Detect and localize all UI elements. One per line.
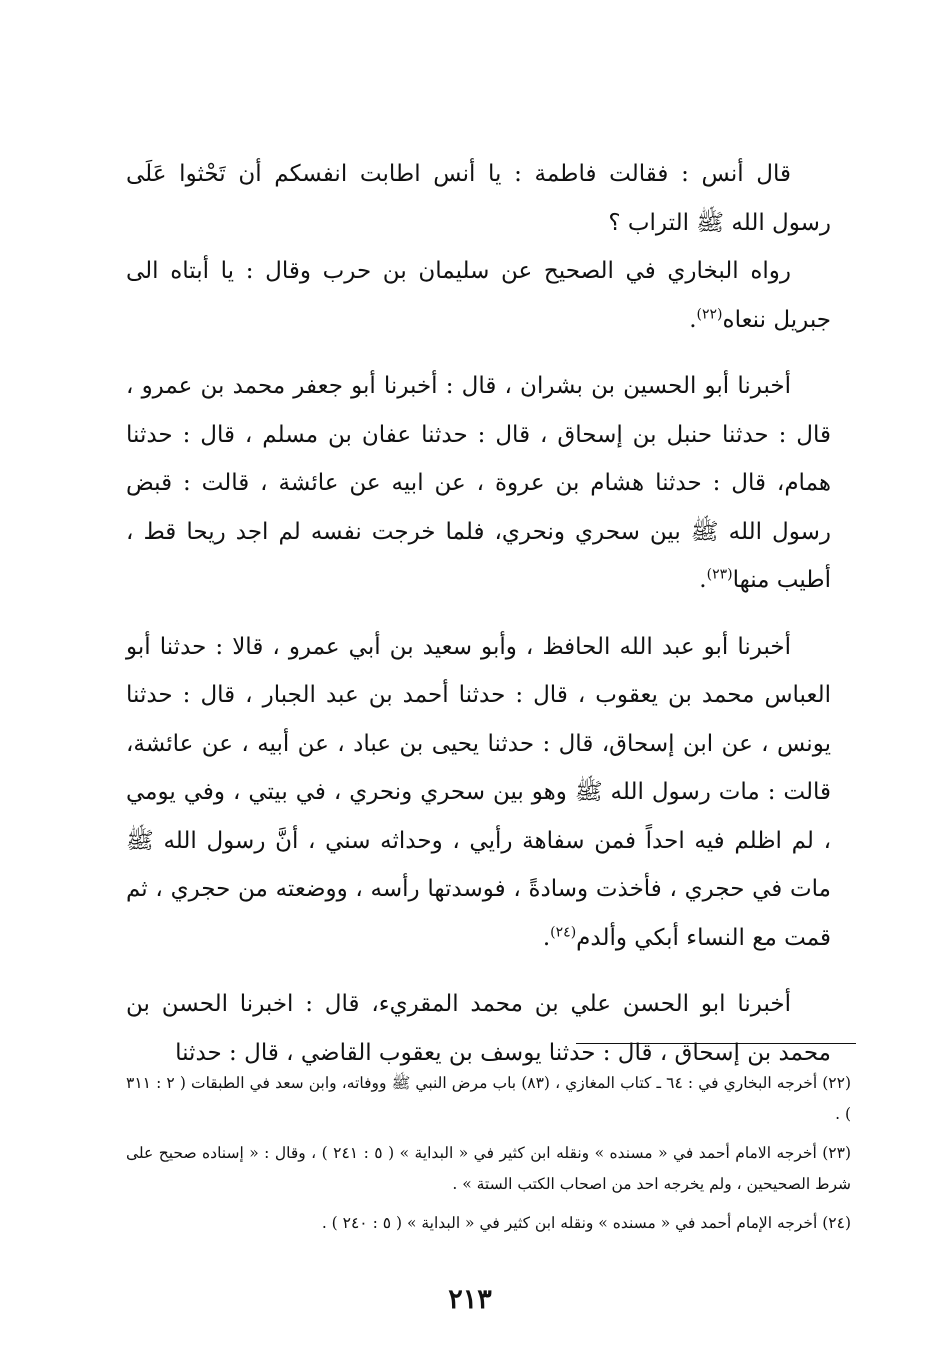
footnotes bbox=[126, 1068, 851, 1247]
paragraph-4 bbox=[126, 623, 831, 963]
paragraph-3 bbox=[126, 362, 831, 605]
paragraph-text: قال أنس : فقالت فاطمة : يا أنس اطابت انفسكم أن تَحْثوا عَلَى رسول الله ﷺ التراب ؟ bbox=[126, 161, 831, 236]
footnote-ref-24[interactable]: (٢٤) bbox=[550, 923, 577, 940]
paragraph-1 bbox=[126, 150, 831, 247]
main-text bbox=[126, 150, 831, 1077]
footnote-ref-23[interactable]: (٢٣) bbox=[706, 566, 733, 583]
paragraph-text: أخبرنا أبو عبد الله الحافظ ، وأبو سعيد بن أبي عمرو ، قالا : حدثنا أبو العباس محمد بن يعقوب ، قال : حدثنا أحمد بن عبد الجبار ، قال : حدثنا يونس ، عن ابن إسحاق، قال : حدثنا يحيى بن عباد ، عن أبيه ، عن عائشة، قالت : مات رسول الله ﷺ وهو بين سحري ونحري ، في بيتي ، وفي يومي ، لم اظلم فيه احداً فمن سفاهة رأيي ، وحداثه سني ، أنَّ رسول الله ﷺ مات في حجري ، فأخذت وسادةً ، فوسدتها رأسه ، ووضعته من حجري ، ثم قمت مع النساء أبكي وألدم bbox=[126, 633, 831, 951]
paragraph-text: أخبرنا أبو الحسين بن بشران ، قال : أخبرنا أبو جعفر محمد بن عمرو ، قال : حدثنا حنبل بن إسحاق ، قال : حدثنا عفان بن مسلم ، قال : حدثنا همام، قال : حدثنا هشام بن عروة ، عن ابيه عن عائشة ، قالت : قبض رسول الله ﷺ بين سحري ونحري، فلما خرجت نفسه لم اجد ريحا قط ، أطيب منها bbox=[126, 373, 831, 593]
paragraph-text: أخبرنا ابو الحسن علي بن محمد المقريء، قال : اخبرنا الحسن بن محمد بن إسحاق ، قال : حدثنا يوسف بن يعقوب القاضي ، قال : حدثنا bbox=[126, 991, 831, 1066]
paragraph-tail: . bbox=[542, 924, 551, 951]
paragraph-tail: . bbox=[699, 567, 707, 593]
paragraph-tail: . bbox=[689, 306, 697, 333]
paragraph-5 bbox=[126, 980, 831, 1077]
footnote-ref-22[interactable]: (٢٢) bbox=[696, 305, 723, 322]
footnote-23: (٢٣) أخرجه الامام أحمد في « مسنده » ونقله ابن كثير في « البداية » ( ٥ : ٢٤١ ) ، وقال : « إسناده صحيح على شرط الصحيحين ، ولم يخرجه احد من اصحاب الكتب الستة » . bbox=[126, 1144, 852, 1193]
page-number: ٢١٣ bbox=[448, 1284, 492, 1315]
paragraph-2 bbox=[126, 247, 831, 344]
footnote-separator bbox=[576, 1043, 856, 1044]
footnote-24: (٢٤) أخرجه الإمام أحمد في « مسنده » ونقله ابن كثير في « البداية » ( ٥ : ٢٤٠ ) . bbox=[321, 1214, 851, 1232]
footnote-22: (٢٢) أخرجه البخاري في : ٦٤ ـ كتاب المغازي ، (٨٣) باب مرض النبي ﷺ ووفاته، وابن سعد في الطبقات ( ٢ : ٣١١ ) . bbox=[126, 1074, 852, 1123]
paragraph-text: رواه البخاري في الصحيح عن سليمان بن حرب وقال : يا أبتاه الى جبريل ننعاه bbox=[126, 258, 831, 333]
